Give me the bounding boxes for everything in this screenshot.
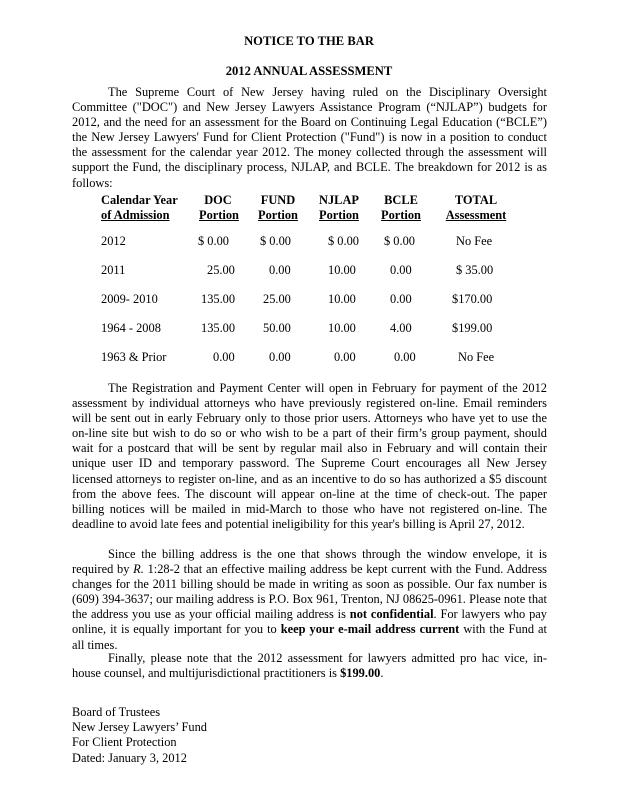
table-cell-total: $199.00 bbox=[452, 321, 493, 335]
header-bcle: BCLE Portion bbox=[381, 193, 421, 222]
table-cell-fund: $ 0.00 bbox=[260, 234, 291, 248]
signature-line: For Client Protection bbox=[72, 735, 177, 750]
table-cell-njlap: 10.00 bbox=[328, 321, 356, 335]
header-njlap: NJLAP Portion bbox=[319, 193, 359, 222]
table-cell-total: No Fee bbox=[456, 234, 493, 248]
table-cell-year: 2009- 2010 bbox=[101, 292, 158, 306]
table-cell-year: 1963 & Prior bbox=[101, 350, 167, 364]
header-fund: FUND Portion bbox=[258, 193, 298, 222]
table-cell-doc: 135.00 bbox=[201, 292, 236, 306]
header-doc: DOC Portion bbox=[199, 193, 239, 222]
signature-line: New Jersey Lawyers’ Fund bbox=[72, 720, 207, 735]
table-cell-bcle: $ 0.00 bbox=[384, 234, 415, 248]
table-cell-bcle: 0.00 bbox=[394, 350, 416, 364]
table-cell-total: $ 35.00 bbox=[456, 263, 494, 277]
signature-date: Dated: January 3, 2012 bbox=[72, 750, 187, 765]
signature-line: Board of Trustees bbox=[72, 705, 161, 719]
table-cell-total: No Fee bbox=[458, 350, 495, 364]
table-cell-bcle: 0.00 bbox=[390, 292, 412, 306]
header-total: TOTAL Assessment bbox=[445, 193, 507, 222]
page-subtitle: 2012 ANNUAL ASSESSMENT bbox=[225, 64, 393, 78]
table-cell-doc: 135.00 bbox=[201, 321, 236, 335]
table-cell-fund: 25.00 bbox=[263, 292, 291, 306]
table-cell-total: $170.00 bbox=[452, 292, 493, 306]
table-cell-bcle: 4.00 bbox=[390, 321, 412, 335]
table-cell-year: 1964 - 2008 bbox=[101, 321, 161, 335]
table-cell-njlap: 10.00 bbox=[328, 263, 356, 277]
table-cell-njlap: $ 0.00 bbox=[328, 234, 359, 248]
billing-address-paragraph: Since the billing address is the one that shows through the window envelope, it is required by R. 1:28-2 that an effective mailing address be kept current with the Fund. Address changes for the 2011 billing should be made in writing as soon as possible. Our fax number is (609) 394-3637; our mailing address is P.O. Box 961, Trenton, NJ 08625-0961. Please note that the address you use as your official mailing address is not confidential. For lawyers who pay online, it is equally important for you to keep your e-mail address current with the Fund at all times. bbox=[72, 547, 547, 652]
table-cell-njlap: 0.00 bbox=[334, 350, 356, 364]
table-cell-njlap: 10.00 bbox=[328, 292, 356, 306]
table-cell-year: 2012 bbox=[101, 234, 126, 248]
table-cell-doc: $ 0.00 bbox=[198, 234, 229, 248]
table-cell-fund: 0.00 bbox=[269, 350, 291, 364]
signature-block bbox=[72, 705, 207, 766]
table-cell-bcle: 0.00 bbox=[390, 263, 412, 277]
pro-hac-vice-paragraph: Finally, please note that the 2012 assessment for lawyers admitted pro hac vice, in-house counsel, and multijurisdictional practitioners is $199.00. bbox=[72, 651, 547, 681]
table-cell-fund: 50.00 bbox=[263, 321, 291, 335]
header-calendar-year: Calendar Year of Admission bbox=[101, 193, 178, 222]
page-title: NOTICE TO THE BAR bbox=[244, 34, 374, 48]
registration-paragraph: The Registration and Payment Center will open in February for payment of the 2012 assessment by individual attorneys who have previously registered on-line. Email reminders will be sent out in early February only to those prior users. Attorneys who have yet to use the on-line site but wish to do so or who wish to be a part of their firm’s group payment, should wait for a postcard that will be sent by regular mail also in February and will contain their unique user ID and temporary password. The Supreme Court encourages all New Jersey licensed attorneys to register on-line, and as an incentive to do so has authorized a $5 discount from the above fees. The discount will appear on-line at the time of check-out. The paper billing notices will be mailed in mid-March to those who have not registered on-line. The deadline to avoid late fees and potential ineligibility for this year's billing is April 27, 2012. bbox=[72, 381, 547, 531]
table-cell-doc: 0.00 bbox=[213, 350, 235, 364]
table-cell-doc: 25.00 bbox=[207, 263, 235, 277]
intro-paragraph: The Supreme Court of New Jersey having ruled on the Disciplinary Oversight Committee ("DOC") and New Jersey Lawyers Assistance Program (“NJLAP”) budgets for 2012, and the need for an assessment for the Board on Continuing Legal Education (“BCLE”) the New Jersey Lawyers' Fund for Client Protection ("Fund") is now in a position to conduct the assessment for the calendar year 2012. The money collected through the assessment will support the Fund, the disciplinary process, NJLAP, and BCLE. The breakdown for 2012 is as follows: bbox=[72, 85, 547, 190]
table-cell-fund: 0.00 bbox=[269, 263, 291, 277]
table-cell-year: 2011 bbox=[101, 263, 126, 277]
